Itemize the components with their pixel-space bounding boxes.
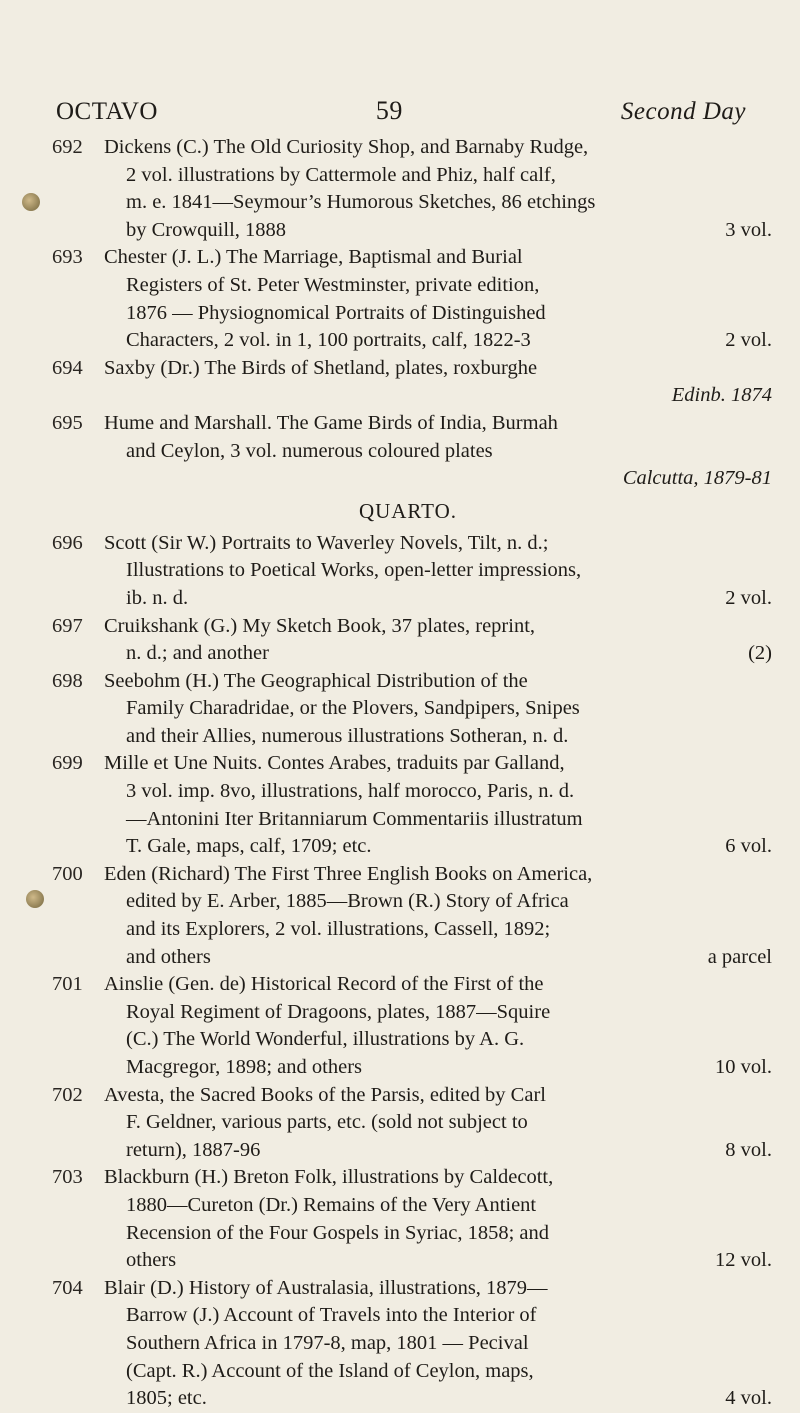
lot-entry xyxy=(52,1082,772,1165)
lot-line xyxy=(104,557,772,585)
lot-line-text: others xyxy=(126,1249,177,1272)
lot-volume-count: 3 vol. xyxy=(725,218,772,241)
lot-entry xyxy=(52,410,772,493)
lot-line xyxy=(104,1275,772,1303)
lot-line xyxy=(104,1330,772,1358)
lot-entry xyxy=(52,750,772,860)
lot-description xyxy=(104,355,772,410)
lot-volume-count: 10 vol. xyxy=(715,1056,772,1078)
header-left: OCTAVO xyxy=(56,98,158,125)
lot-line-text: Illustrations to Poetical Works, open-letter impressions, xyxy=(126,559,582,582)
lot-line xyxy=(104,134,772,162)
page-number: 59 xyxy=(375,96,403,125)
lot-number: 702 xyxy=(52,1083,83,1106)
lot-description xyxy=(104,668,772,751)
lot-line-text: 1880—Cureton (Dr.) Remains of the Very Antient xyxy=(126,1193,537,1216)
lot-line xyxy=(104,944,772,972)
lot-line xyxy=(104,1220,772,1248)
lot-volume-count: 8 vol. xyxy=(725,1138,772,1161)
lot-number: 695 xyxy=(52,411,83,434)
lot-line-text: Mille et Une Nuits. Contes Arabes, traduits par Galland, xyxy=(104,752,565,775)
lot-line xyxy=(104,1302,772,1330)
lot-volume-count: 2 vol. xyxy=(725,586,772,609)
octavo-section xyxy=(52,134,772,493)
lot-list xyxy=(52,134,772,1413)
lot-entry xyxy=(52,861,772,971)
lot-line-text: Blair (D.) History of Australasia, illustrations, 1879— xyxy=(104,1276,548,1299)
lot-volume-count: 2 vol. xyxy=(725,329,772,352)
lot-line xyxy=(104,1026,772,1054)
lot-line xyxy=(104,300,772,328)
lot-entry xyxy=(52,971,772,1081)
lot-line xyxy=(104,833,772,861)
lot-line xyxy=(104,971,772,999)
lot-volume-count: 6 vol. xyxy=(725,835,772,858)
lot-number: 692 xyxy=(52,136,83,158)
lot-number: 694 xyxy=(52,356,83,379)
lot-line xyxy=(104,162,772,190)
lot-line-text: T. Gale, maps, calf, 1709; etc. xyxy=(126,835,372,858)
lot-line-text: n. d.; and another xyxy=(126,642,269,665)
lot-description xyxy=(104,1082,772,1165)
section-title: QUARTO. xyxy=(358,498,458,523)
lot-description xyxy=(104,861,772,971)
lot-line-text: and their Allies, numerous illustrations Sotheran, n. d. xyxy=(126,724,569,747)
lot-line xyxy=(104,438,772,466)
lot-line-text: Scott (Sir W.) Portraits to Waverley Novels, Tilt, n. d.; xyxy=(104,531,549,554)
lot-line-text: 3 vol. imp. 8vo, illustrations, half morocco, Paris, n. d. xyxy=(126,780,575,803)
lot-line-text: 1805; etc. xyxy=(126,1387,207,1410)
lot-line xyxy=(104,695,772,723)
quarto-section xyxy=(52,530,772,1413)
lot-description xyxy=(104,244,772,354)
lot-line xyxy=(104,861,772,889)
lot-line-text: Macgregor, 1898; and others xyxy=(126,1056,363,1078)
lot-line xyxy=(104,585,772,613)
lot-line xyxy=(104,410,772,438)
lot-line xyxy=(104,888,772,916)
lot-volume-count: a parcel xyxy=(707,945,772,968)
lot-line-text: return), 1887-96 xyxy=(126,1138,261,1161)
lot-description xyxy=(104,613,772,668)
lot-line-text: —Antonini Iter Britanniarum Commentariis illustratum xyxy=(126,807,583,830)
lot-line-text: Southern Africa in 1797-8, map, 1801 — Pecival xyxy=(126,1331,529,1354)
lot-line xyxy=(104,327,772,355)
lot-entry xyxy=(52,355,772,410)
lot-entry xyxy=(52,530,772,613)
stain-mark xyxy=(22,193,40,211)
lot-line xyxy=(104,1054,772,1082)
lot-description xyxy=(104,1275,772,1413)
lot-line xyxy=(104,217,772,245)
lot-entry xyxy=(52,613,772,668)
lot-volume-count: 12 vol. xyxy=(715,1249,772,1272)
lot-line xyxy=(104,355,772,383)
lot-line-text: by Crowquill, 1888 xyxy=(126,218,287,241)
lot-line xyxy=(104,1109,772,1137)
lot-line xyxy=(104,244,772,272)
lot-number: 704 xyxy=(52,1276,83,1299)
lot-line xyxy=(104,916,772,944)
lot-entry xyxy=(52,244,772,354)
lot-line-text: Recension of the Four Gospels in Syriac, 1858; and xyxy=(126,1221,550,1244)
lot-line-text: edited by E. Arber, 1885—Brown (R.) Story of Africa xyxy=(126,890,569,913)
lot-number: 696 xyxy=(52,531,83,554)
lot-line-text: Avesta, the Sacred Books of the Parsis, edited by Carl xyxy=(104,1083,546,1106)
lot-number: 701 xyxy=(52,973,83,996)
lot-line-text: and its Explorers, 2 vol. illustrations, Cassell, 1892; xyxy=(126,918,551,941)
lot-description xyxy=(104,750,772,860)
lot-line xyxy=(104,1192,772,1220)
lot-number: 700 xyxy=(52,862,83,885)
lot-line-text: Family Charadridae, or the Plovers, Sandpipers, Snipes xyxy=(126,697,580,720)
lot-imprint: Edinb. 1874 xyxy=(671,384,772,407)
lot-line xyxy=(104,723,772,751)
lot-line-text: Chester (J. L.) The Marriage, Baptismal and Burial xyxy=(104,246,523,269)
lot-line-text: Hume and Marshall. The Game Birds of India, Burmah xyxy=(104,411,558,434)
lot-entry xyxy=(52,668,772,751)
lot-description xyxy=(104,530,772,613)
lot-line xyxy=(104,778,772,806)
lot-line-text: F. Geldner, various parts, etc. (sold not subject to xyxy=(126,1111,528,1134)
lot-number: 693 xyxy=(52,246,83,269)
lot-description xyxy=(104,971,772,1081)
lot-line xyxy=(104,272,772,300)
lot-line-text: 1876 — Physiognomical Portraits of Distinguished xyxy=(126,301,546,324)
lot-line xyxy=(104,668,772,696)
lot-line xyxy=(104,750,772,778)
lot-line xyxy=(104,806,772,834)
lot-volume-count: (2) xyxy=(748,642,772,665)
lot-line xyxy=(104,1385,772,1413)
lot-line-text: Barrow (J.) Account of Travels into the Interior of xyxy=(126,1304,537,1327)
lot-entry xyxy=(52,134,772,244)
lot-line-text: and Ceylon, 3 vol. numerous coloured plates xyxy=(126,439,493,462)
lot-line-text: Ainslie (Gen. de) Historical Record of the First of the xyxy=(104,973,544,996)
lot-line-text: Eden (Richard) The First Three English Books on America, xyxy=(104,862,593,885)
lot-line xyxy=(104,613,772,641)
lot-line-text: (Capt. R.) Account of the Island of Ceylon, maps, xyxy=(126,1359,534,1382)
page-header xyxy=(56,96,746,126)
stain-mark xyxy=(26,890,44,908)
lot-number: 703 xyxy=(52,1166,83,1189)
lot-line xyxy=(104,1247,772,1275)
lot-line xyxy=(104,640,772,668)
lot-line-text: Blackburn (H.) Breton Folk, illustrations by Caldecott, xyxy=(104,1166,554,1189)
lot-line-text: Characters, 2 vol. in 1, 100 portraits, calf, 1822-3 xyxy=(126,329,531,352)
lot-line-text: and others xyxy=(126,945,211,968)
lot-line xyxy=(104,1358,772,1386)
header-right: Second Day xyxy=(620,98,746,125)
lot-line-text: Saxby (Dr.) The Birds of Shetland, plates, roxburghe xyxy=(104,356,538,379)
lot-line-text: ib. n. d. xyxy=(126,586,189,609)
lot-line-text: Cruikshank (G.) My Sketch Book, 37 plates, reprint, xyxy=(104,614,536,637)
lot-line-text: m. e. 1841—Seymour’s Humorous Sketches, 86 etchings xyxy=(126,191,596,214)
lot-line-text: Seebohm (H.) The Geographical Distribution of the xyxy=(104,669,528,692)
lot-line-text: 2 vol. illustrations by Cattermole and Phiz, half calf, xyxy=(126,163,556,186)
lot-line xyxy=(104,189,772,217)
lot-line-text: (C.) The World Wonderful, illustrations by A. G. xyxy=(126,1028,525,1051)
lot-description xyxy=(104,134,772,244)
lot-line-text: Registers of St. Peter Westminster, private edition, xyxy=(126,273,540,296)
lot-line xyxy=(104,999,772,1027)
lot-line-text: Royal Regiment of Dragoons, plates, 1887—Squire xyxy=(126,1000,551,1023)
lot-line xyxy=(104,530,772,558)
lot-line-text: Dickens (C.) The Old Curiosity Shop, and Barnaby Rudge, xyxy=(104,136,589,158)
lot-number: 699 xyxy=(52,752,83,775)
lot-volume-count: 4 vol. xyxy=(725,1387,772,1410)
lot-line xyxy=(104,1164,772,1192)
lot-entry xyxy=(52,1164,772,1274)
lot-imprint: Calcutta, 1879-81 xyxy=(622,467,772,490)
lot-number: 698 xyxy=(52,669,83,692)
lot-number: 697 xyxy=(52,614,83,637)
lot-line xyxy=(104,1082,772,1110)
lot-description xyxy=(104,1164,772,1274)
lot-line xyxy=(104,1137,772,1165)
lot-description xyxy=(104,410,772,493)
lot-entry xyxy=(52,1275,772,1413)
